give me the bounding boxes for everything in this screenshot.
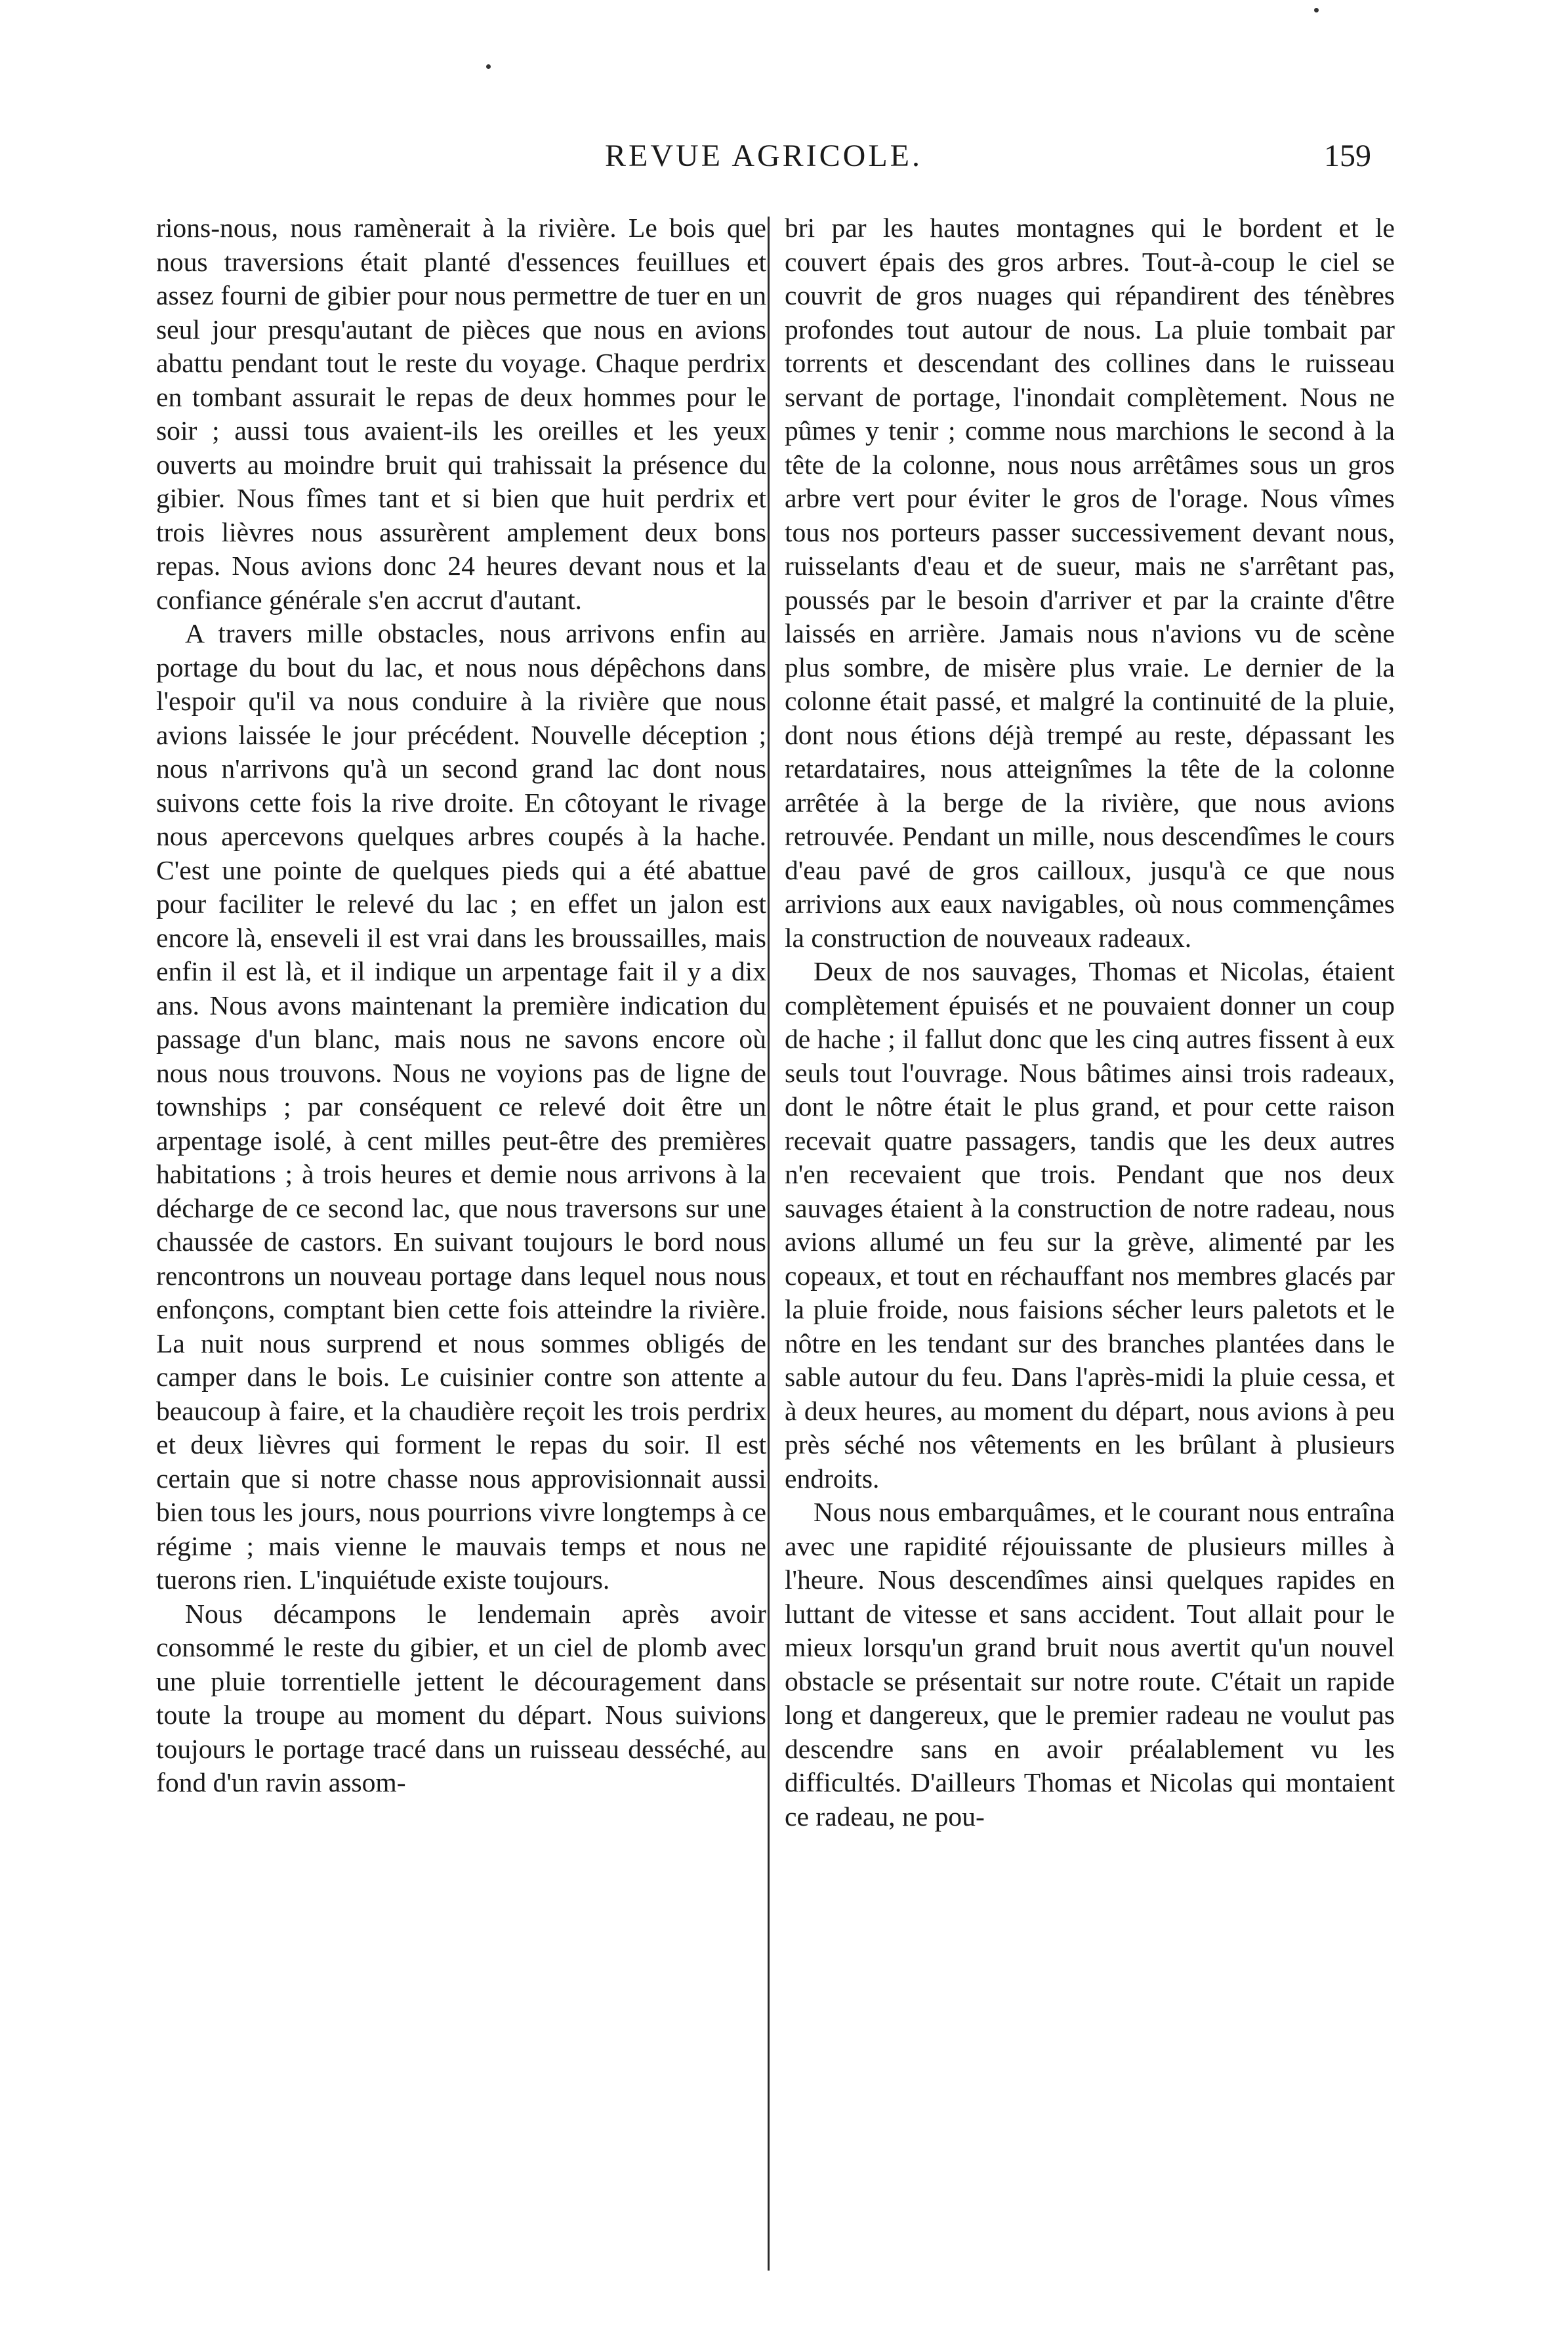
specks (486, 64, 491, 69)
specks (1314, 8, 1319, 12)
page-number: 159 (1324, 138, 1371, 173)
paragraph: A travers mille obstacles, nous arrivons enfin au portage du bout du lac, et nous nous dépêchons dans l'espoir qu'il va nous conduire à la rivière que nous avions laissée le jour précédent. Nouvelle déception ; nous n'arrivons qu'à un second grand lac dont nous suivons cette fois la rive droite. En côtoyant le rivage nous apercevons quelques arbres coupés à la hache. C'est une pointe de quelques pieds qui a été abattue pour faciliter le relevé du lac ; en effet un jalon est encore là, enseveli il est vrai dans les broussailles, mais enfin il est là, et il indique un arpentage fait il y a dix ans. Nous avons maintenant la première indication du passage d'un blanc, mais nous ne savons encore où nous nous trouvons. Nous ne voyions pas de ligne de townships ; par conséquent ce relevé doit être un arpentage isolé, à cent milles peut-être des premières habitations ; à trois heures et demie nous arrivons à la décharge de ce second lac, que nous traversons sur une chaussée de castors. En suivant toujours le bord nous rencontrons un nouveau portage dans lequel nous nous enfonçons, comptant bien cette fois atteindre la rivière. La nuit nous surprend et nous sommes obligés de camper dans le bois. Le cuisinier contre son attente a beaucoup à faire, et la chaudière reçoit les trois perdrix et deux lièvres qui forment le repas du soir. Il est certain que si notre chasse nous approvisionnait aussi bien tous les jours, nous pourrions vivre longtemps à ce régime ; mais vienne le mauvais temps et nous ne tuerons rien. L'inquiétude existe toujours. (156, 618, 766, 1595)
right-column (785, 211, 1395, 1834)
column-divider (768, 217, 770, 2271)
paragraph: Nous nous embarquâmes, et le courant nous entraîna avec une rapidité réjouissante de plusieurs milles à l'heure. Nous descendîmes ainsi quelques rapides en luttant de vitesse et sans accident. Tout allait pour le mieux lorsqu'un grand bruit nous avertit qu'un nouvel obstacle se présentait sur notre route. C'était un rapide long et dangereux, que le premier radeau ne voulut pas descendre sans en avoir préalablement vu les difficultés. D'ailleurs Thomas et Nicolas qui montaient ce radeau, ne pou- (785, 1497, 1395, 1832)
left-column (156, 211, 766, 1800)
running-title: REVUE AGRICOLE. (605, 138, 922, 173)
page-header (156, 135, 1371, 177)
paragraph: Deux de nos sauvages, Thomas et Nicolas, étaient complètement épuisés et ne pouvaient donner un coup de hache ; il fallut donc que les cinq autres fissent à eux seuls tout l'ouvrage. Nous bâtimes ainsi trois radeaux, dont le nôtre était le plus grand, et pour cette raison recevait quatre passagers, tandis que les deux autres n'en recevaient que trois. Pendant que nos deux sauvages étaient à la construction de notre radeau, nous avions allumé un feu sur la grève, alimenté par les copeaux, et tout en réchauffant nos membres glacés par la pluie froide, nous faisions sécher leurs paletots et le nôtre en les tendant sur des branches plantées dans le sable autour du feu. Dans l'après-midi la pluie cessa, et à deux heures, au moment du départ, nous avions à peu près séché nos vêtements en les brûlant à plusieurs endroits. (785, 956, 1395, 1494)
paragraph: rions-nous, nous ramènerait à la rivière. Le bois que nous traversions était planté d'essences feuillues et assez fourni de gibier pour nous permettre de tuer en un seul jour presqu'autant de pièces que nous en avions abattu pendant tout le reste du voyage. Chaque perdrix en tombant assurait le repas de deux hommes pour le soir ; aussi tous avaient-ils les oreilles et les yeux ouverts au moindre bruit qui trahissait la présence du gibier. Nous fîmes tant et si bien que huit perdrix et trois lièvres nous assurèrent amplement deux bons repas. Nous avions donc 24 heures devant nous et la confiance générale s'en accrut d'autant. (156, 213, 766, 615)
paragraph: Nous décampons le lendemain après avoir consommé le reste du gibier, et un ciel de plomb avec une pluie torrentielle jettent le découragement dans toute la troupe au moment du départ. Nous suivions toujours le portage tracé dans un ruisseau desséché, au fond d'un ravin assom- (156, 1598, 766, 1797)
paragraph: bri par les hautes montagnes qui le bordent et le couvert épais des gros arbres. Tout-à-coup le ciel se couvrit de gros nuages qui répandirent des ténèbres profondes tout autour de nous. La pluie tombait par torrents et descendant des collines dans le ruisseau servant de portage, l'inondait complètement. Nous ne pûmes y tenir ; comme nous marchions le second à la tête de la colonne, nous nous arrêtâmes sous un gros arbre vert pour éviter le gros de l'orage. Nous vîmes tous nos porteurs passer successivement devant nous, ruisselants d'eau et de sueur, mais ne s'arrêtant pas, poussés par le besoin d'arriver et par la crainte d'être laissés en arrière. Jamais nous n'avions vu de scène plus sombre, de misère plus vraie. Le dernier de la colonne était passé, et malgré la continuité de la pluie, dont nous étions déjà trempé au reste, dépassant les retardataires, nous atteignîmes la tête de la colonne arrêtée à la berge de la rivière, que nous avions retrouvée. Pendant un mille, nous descendîmes le cours d'eau pavé de gros cailloux, jusqu'à ce que nous arrivions aux eaux navigables, où nous commençâmes la construction de nouveaux radeaux. (785, 213, 1395, 953)
